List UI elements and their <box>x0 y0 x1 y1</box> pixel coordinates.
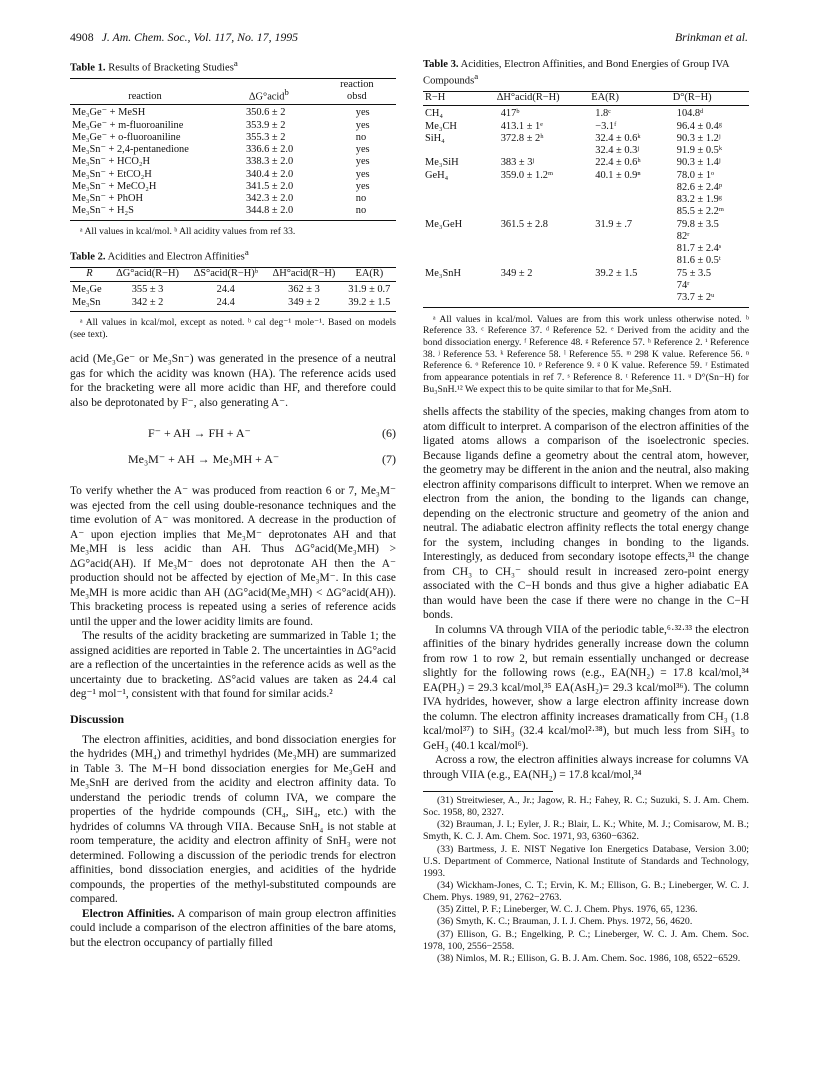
table3-cell: GeH₄ <box>425 169 449 181</box>
table1-cell-obsd: no <box>355 193 367 205</box>
table2-cell: 355 ± 3 <box>131 284 164 296</box>
table-row <box>70 181 396 193</box>
table-row <box>423 182 749 194</box>
table1-cell-dg: 342.3 ± 2.0 <box>245 193 294 205</box>
table3-cell <box>495 292 590 307</box>
table3-cell: 40.1 ± 0.9ⁿ <box>595 169 641 181</box>
table2-cell: Me₃Ge <box>72 284 102 296</box>
table1-header-reaction: reaction <box>70 78 220 105</box>
section-heading-discussion: Discussion <box>70 711 125 726</box>
table3-cell: Me₃CH <box>425 120 457 132</box>
running-header <box>70 30 748 46</box>
equation-6-text: F⁻ + AH → FH + A⁻ <box>148 426 251 441</box>
left-paragraph-3: The results of the acidity bracketing are summarized in Table 1; the assigned acidities are reported in Table 2. The uncertainties in ΔG°acid are a reflection of the uncertainties in the reference acids as well as the uncertainty due to bracketing. ΔS°acid values are taken as 24.4 cal deg⁻¹ mol⁻¹, consistent with that found for similar acids.² <box>70 630 396 701</box>
table3-cell: 349 ± 2 <box>500 267 533 279</box>
table3-cell <box>589 243 671 255</box>
table3-cell <box>495 231 590 243</box>
table3-cell <box>423 206 495 218</box>
equation-7 <box>70 450 396 472</box>
table-row <box>423 145 749 157</box>
table2-cell: 39.2 ± 1.5 <box>348 296 391 308</box>
table1 <box>70 78 396 221</box>
table3-cell: 417ᵇ <box>500 108 520 120</box>
table3-cell: 82.6 ± 2.4ᵖ <box>676 181 723 193</box>
table3-footnote: ᵃ All values in kcal/mol. Values are from this work unless otherwise noted. ᵇ Reference 33. ᶜ Reference 37. ᵈ Reference 52. ᵉ Derived from the acidity and the bond dissociation energy. ᶠ Reference 48. ᵍ Reference 57. ʰ Reference 2. ⁱ Reference 38. ʲ Reference 53. ᵏ Reference 58. ˡ Reference 55. ᵐ 298 K value. Reference 56. ⁿ Reference 6. ᵒ Reference 10. ᵖ Reference 9. ᵍ 0 K value. Reference 59. ʳ Estimated from appearance potentials in ref 7. ˢ Reference 8. ᵗ Reference 11. ᵘ D°(Sn−H) for Bu₃SnH.¹² We expect this to be quite similar to that for Me₃SnH. <box>423 313 749 395</box>
table3-cell: 91.9 ± 0.5ᵏ <box>676 145 723 157</box>
table3-cell <box>495 182 590 194</box>
table2-header-dg: ΔG°acid(R−H) <box>109 268 186 282</box>
table1-header-obsd-line1: reaction <box>340 78 374 90</box>
table1-header-obsd <box>318 78 396 105</box>
table-row <box>70 205 396 220</box>
reference-item: (36) Smyth, K. C.; Brauman, J. I. J. Chem. Phys. 1972, 56, 4620. <box>437 916 693 928</box>
table3-cell <box>423 292 495 307</box>
table3-cell: 413.1 ± 1ᵉ <box>500 120 543 132</box>
table1-cell-reaction: Me₃Ge⁻ + m-fluoroaniline <box>72 119 184 131</box>
table2-cell: 349 ± 2 <box>288 296 320 308</box>
table-row <box>70 297 396 312</box>
table3-title: Acidities, Electron Affinities, and Bond Energies of Group IVA Compounds <box>423 59 729 87</box>
table1-cell-obsd: yes <box>355 168 370 180</box>
table2-header-ds: ΔS°acid(R−H)ᵇ <box>186 268 265 282</box>
table3-cell: 90.3 ± 1.2ʲ <box>676 132 721 144</box>
table2-cell: Me₃Sn <box>72 296 101 308</box>
table2-cell: 24.4 <box>216 296 235 308</box>
table2-footnote: ᵃ All values in kcal/mol, except as noted. ᵇ cal deg⁻¹ mole⁻¹. Based on models (see text). <box>70 316 396 340</box>
header-authors: Brinkman et al. <box>674 30 748 44</box>
reference-item: (32) Brauman, J. I.; Eyler, J. R.; Blair, L. K.; White, M. J.; Comisarow, M. B.; Smyth, K. C. J. Am. Chem. Soc. 1971, 93, 6360−6362. <box>423 819 749 843</box>
table-row <box>423 170 749 182</box>
table2-label: Table 2. <box>70 251 106 263</box>
table3-cell: 81.6 ± 0.5ᵗ <box>676 255 721 267</box>
equation-7-number: (7) <box>382 452 396 467</box>
table1-header-obsd-line2: obsd <box>347 91 367 103</box>
table3-cell: 82ʳ <box>676 230 690 242</box>
table1-cell-reaction: Me₃Sn⁻ + PhOH <box>72 193 143 205</box>
table-row <box>423 133 749 145</box>
table-row <box>423 280 749 292</box>
table1-cell-obsd: yes <box>355 107 370 119</box>
table2-cell: 31.9 ± 0.7 <box>348 284 391 296</box>
table1-cell-reaction: Me₃Ge⁻ + o-fluoroaniline <box>72 131 181 143</box>
table3-cell <box>423 182 495 194</box>
table3-cell <box>495 194 590 206</box>
reference-item: (34) Wickham-Jones, C. T.; Ervin, K. M.; Ellison, G. B.; Lineberger, W. C. J. Chem. Phys. 1989, 91, 2762−2763. <box>423 880 749 904</box>
table3-cell: Me₃SnH <box>425 267 461 279</box>
table2-caption <box>70 247 396 264</box>
table-row <box>423 255 749 267</box>
reference-item: (31) Streitwieser, A., Jr.; Jagow, R. H.; Fahey, R. C.; Suzuki, S. J. Am. Chem. Soc. 1958, 80, 2327. <box>423 795 749 819</box>
table3-cell <box>589 182 671 194</box>
table1-title: Results of Bracketing Studies <box>108 62 234 74</box>
table3-cell <box>423 194 495 206</box>
table3-cell: 104.8ᵈ <box>676 108 704 120</box>
table-row <box>423 206 749 218</box>
reference-item: (37) Ellison, G. B.; Engelking, P. C.; Lineberger, W. C. J. Am. Chem. Soc. 1978, 100, 2556−2558. <box>423 928 749 952</box>
table3-cell: SiH₄ <box>425 132 445 144</box>
table3-header-rh: R−H <box>423 92 495 106</box>
table-row <box>423 106 749 121</box>
table3-cell <box>423 255 495 267</box>
table-row <box>423 231 749 243</box>
table1-cell-dg: 336.6 ± 2.0 <box>245 144 294 156</box>
table3-cell: 81.7 ± 2.4ˢ <box>676 243 722 255</box>
left-paragraph-4: The electron affinities, acidities, and bond dissociation energies for the hydrides (MH₄) and trimethyl hydrides (Me₃MH) are summarized in Table 3. The M−H bond dissociation energies for Me₃GeH and Me₃SnH are derived from the acidity and electron affinity data. To understand the periodic trends of column IVA, we compare the properties of the hydride compounds (CH₄, SiH₄, etc.) with the hydrides of columns VA through VIIA. Because SnH₄ is not stable at room temperature, the acidity and electron affinity of SnH₃ were not determined. Following a discussion of the periodic trends for electron affinities, bond dissociation energies, and acidities of the hydride compounds, the properties of the methyl-substituted compounds are compared. <box>70 733 396 906</box>
table3-cell: 31.9 ± .7 <box>595 218 633 230</box>
table3-label: Table 3. <box>423 59 459 70</box>
table3-cell: 1.8ᶜ <box>595 108 611 120</box>
table3-header-dh: ΔH°acid(R−H) <box>495 92 590 106</box>
table3-cell: 372.8 ± 2ʰ <box>500 132 544 144</box>
page-number: 4908 <box>70 30 94 44</box>
table-row <box>70 156 396 168</box>
table3-cell <box>589 255 671 267</box>
table3-cell <box>495 145 590 157</box>
table3-cell: Me₃GeH <box>425 218 463 230</box>
table1-cell-reaction: Me₃Sn⁻ + H₂S <box>72 205 134 217</box>
table2-header-ea: EA(R) <box>343 268 396 282</box>
table3 <box>423 91 749 308</box>
table3-cell: 96.4 ± 0.4ᵍ <box>676 120 722 132</box>
table-row <box>423 219 749 231</box>
journal-citation: J. Am. Chem. Soc., Vol. 117, No. 17, 1995 <box>101 30 299 44</box>
table3-cell <box>423 243 495 255</box>
table-row <box>423 157 749 169</box>
table3-cell: 359.0 ± 1.2ᵐ <box>500 169 554 181</box>
table3-caption <box>423 58 749 88</box>
table1-cell-dg: 341.5 ± 2.0 <box>245 180 294 192</box>
table3-cell: 39.2 ± 1.5 <box>595 267 638 279</box>
table3-cell: 78.0 ± 1ᵒ <box>676 169 715 181</box>
table1-caption <box>70 58 396 75</box>
reference-item: (35) Zittel, P. F.; Lineberger, W. C. J. Chem. Phys. 1976, 65, 1236. <box>437 904 698 916</box>
table3-header-d0: D°(R−H) <box>671 92 749 106</box>
table-row <box>423 268 749 280</box>
table1-cell-dg: 353.9 ± 2 <box>245 119 286 131</box>
table3-cell: 32.4 ± 0.6ᵏ <box>595 132 641 144</box>
table1-cell-dg: 338.3 ± 2.0 <box>245 156 294 168</box>
reference-item: (38) Nimlos, M. R.; Ellison, G. B. J. Am. Chem. Soc. 1986, 108, 6522−6529. <box>437 952 741 964</box>
table-row <box>70 105 396 120</box>
references-list <box>423 795 749 965</box>
table-row <box>70 120 396 132</box>
equation-7-text: Me₃M⁻ + AH → Me₃MH + A⁻ <box>128 452 280 467</box>
table2-caption-mark: a <box>244 247 249 258</box>
table1-header-dg <box>220 78 318 105</box>
table2-cell: 362 ± 3 <box>288 284 320 296</box>
table3-cell <box>589 231 671 243</box>
table-row <box>70 132 396 144</box>
left-paragraph-1: acid (Me₃Ge⁻ or Me₃Sn⁻) was generated in the presence of a neutral gas for which the acidity was known (HA). The reference acids used for the bracketing were all more acidic than HF, and therefore could also be deprotonated by F⁻, also generating A⁻. <box>70 353 396 409</box>
table2-cell: 342 ± 2 <box>131 296 164 308</box>
table3-caption-mark: a <box>474 71 479 82</box>
table1-cell-reaction: Me₃Sn⁻ + 2,4-pentanedione <box>72 144 189 156</box>
table-row <box>70 169 396 181</box>
table1-cell-reaction: Me₃Sn⁻ + EtCO₂H <box>72 168 152 180</box>
table3-cell <box>495 255 590 267</box>
table-row <box>423 243 749 255</box>
table-row <box>423 121 749 133</box>
table3-cell: 74ʳ <box>676 279 690 291</box>
table3-cell <box>589 194 671 206</box>
header-left <box>70 30 298 45</box>
table1-cell-obsd: no <box>355 205 367 217</box>
table2-header-r: R <box>70 268 109 282</box>
table1-cell-reaction: Me₃Sn⁻ + MeCO₂H <box>72 180 157 192</box>
table3-cell: −3.1ᶠ <box>595 120 617 132</box>
table1-footnote: ᵃ All values in kcal/mol. ᵇ All acidity values from ref 33. <box>80 225 296 237</box>
table3-body <box>423 106 749 307</box>
table2-cell: 24.4 <box>216 284 235 296</box>
table1-cell-obsd: yes <box>355 180 370 192</box>
table1-header-dg-mark: b <box>284 86 289 97</box>
table3-cell <box>495 243 590 255</box>
right-paragraph-2: In columns VA through VIIA of the periodic table,⁶·³²·³³ the electron affinities of the binary hydrides generally increase down the column from row 1 to row 2, but remain essentially unchanged or decrease slightly for the following rows (e.g., EA(NH₂) = 17.8 kcal/mol,³⁴ EA(PH₂) = 29.3 kcal/mol,³⁵ EA(AsH₂)= 29.3 kcal/mol³⁶). The column IVA hydrides, however, show a large electron affinity increase down the column. The electron affinity increases dramatically from CH₃ (1.8 kcal/mol³⁷) to SiH₃ (32.4 kcal/mol²·³⁸), but much less from SiH₃ to GeH₃ (40.1 kcal/mol⁶). <box>423 623 749 752</box>
table1-cell-dg: 350.6 ± 2 <box>245 107 286 119</box>
table3-cell: 383 ± 3ʲ <box>500 157 535 169</box>
table3-cell <box>589 292 671 307</box>
table3-cell <box>589 280 671 292</box>
table3-cell <box>589 206 671 218</box>
table2-header-dh: ΔH°acid(R−H) <box>265 268 342 282</box>
table1-cell-obsd: yes <box>355 144 370 156</box>
run-in-heading-electron-affinities: Electron Affinities. <box>82 907 175 920</box>
table1-label: Table 1. <box>70 62 106 74</box>
table-row <box>70 282 396 297</box>
table3-cell: 32.4 ± 0.3ʲ <box>595 145 639 157</box>
table1-header-dg-text: ΔG°acid <box>248 91 285 103</box>
table3-cell: Me₃SiH <box>425 157 459 169</box>
left-column <box>70 58 396 950</box>
table3-cell: 83.2 ± 1.9ᵍ <box>676 194 722 206</box>
table1-cell-reaction: Me₃Ge⁻ + MeSH <box>72 107 146 119</box>
table-row <box>423 292 749 307</box>
table-row <box>70 193 396 205</box>
table3-cell: 73.7 ± 2ᵘ <box>676 292 715 304</box>
table2-body <box>70 282 396 312</box>
table3-cell: 90.3 ± 1.4ʲ <box>676 157 721 169</box>
table1-cell-dg: 340.4 ± 2.0 <box>245 168 294 180</box>
table-row <box>70 144 396 156</box>
right-paragraph-1: shells affects the stability of the species, making changes from atom to atom difficult to interpret. A comparison of the electron affinities of the ligated atoms allows a comparison of the isoelectronic species. Because ligands define a geometry about the central atom, however, the geometry may be different in the anion and the neutral, also making electron affinity comparisons difficult to interpret. When we remove an electron from the anion, the bonding to the ligands can change, depending on the electronic structure and geometry of the anion and neutral. The adiabatic electron affinity reflects the total energy change for the system, including changes in bonding to the ligands. Interestingly, as deduced from secondary isotope effects,³¹ the change from CH₃ to CH₃⁻ should result in increased zero-point energy associated with the C−H bonds and thus give a higher adiabatic EA than would have been the case if there were no change in the C−H bonds. <box>423 406 749 622</box>
table3-cell <box>495 206 590 218</box>
table3-cell <box>423 145 495 157</box>
table-row <box>423 194 749 206</box>
table1-cell-obsd: yes <box>355 156 370 168</box>
table2 <box>70 267 396 312</box>
left-paragraph-5 <box>70 907 396 950</box>
table1-cell-reaction: Me₃Sn⁻ + HCO₂H <box>72 156 151 168</box>
table1-cell-obsd: yes <box>355 119 370 131</box>
equation-6 <box>70 424 396 446</box>
table3-cell: CH₄ <box>425 108 444 120</box>
table1-cell-obsd: no <box>355 131 367 143</box>
table3-cell <box>495 280 590 292</box>
reference-item: (33) Bartmess, J. E. NIST Negative Ion Energetics Database, Version 3.00; U.S. Department of Commerce, National Institute of Standards and Technology, 1993. <box>423 843 749 879</box>
right-column <box>423 58 749 965</box>
table1-caption-mark: a <box>233 58 238 68</box>
table3-cell <box>423 231 495 243</box>
table3-cell: 85.5 ± 2.2ᵐ <box>676 206 724 218</box>
table1-cell-dg: 344.8 ± 2.0 <box>245 205 294 217</box>
left-paragraph-5-text: A comparison of main group electron affinities could include a comparison of the electron affinities of the bare atoms, but the electron occupancy of partially filled <box>70 907 397 949</box>
table2-title: Acidities and Electron Affinities <box>107 251 245 263</box>
equation-6-number: (6) <box>382 426 396 441</box>
table3-cell: 22.4 ± 0.6ʰ <box>595 157 641 169</box>
left-paragraph-2: To verify whether the A⁻ was produced from reaction 6 or 7, Me₃M⁻ was ejected from the cell using double-resonance techniques and the time evolution of A⁻ was monitored. A decrease in the production of A⁻ upon ejection implies that Me₃M⁻ deprotonates AH and that Me₃MH is less acidic than AH. Thus ΔG°acid(Me₃MH) > ΔG°acid(AH). If Me₃M⁻ does not deprotonate AH then the A⁻ production should not be affected by ejection of Me₃M⁻. In this case Me₃MH is more acidic than AH (ΔG°acid(Me₃MH) < ΔG°acid(AH)). This bracketing process is repeated using a series of reference acids until the upper and the lower acidity limits are found. <box>70 485 396 628</box>
table3-header-ea: EA(R) <box>589 92 671 106</box>
right-paragraph-3: Across a row, the electron affinities always increase for columns VA through VIIA (e.g., EA(NH₂) = 17.8 kcal/mol,³⁴ <box>423 754 749 781</box>
table1-body <box>70 105 396 220</box>
references-rule <box>423 791 553 792</box>
table1-cell-dg: 355.3 ± 2 <box>245 131 286 143</box>
table3-cell: 79.8 ± 3.5 <box>676 218 719 230</box>
table3-cell <box>423 280 495 292</box>
table3-cell: 361.5 ± 2.8 <box>500 218 548 230</box>
table3-cell: 75 ± 3.5 <box>676 267 712 279</box>
